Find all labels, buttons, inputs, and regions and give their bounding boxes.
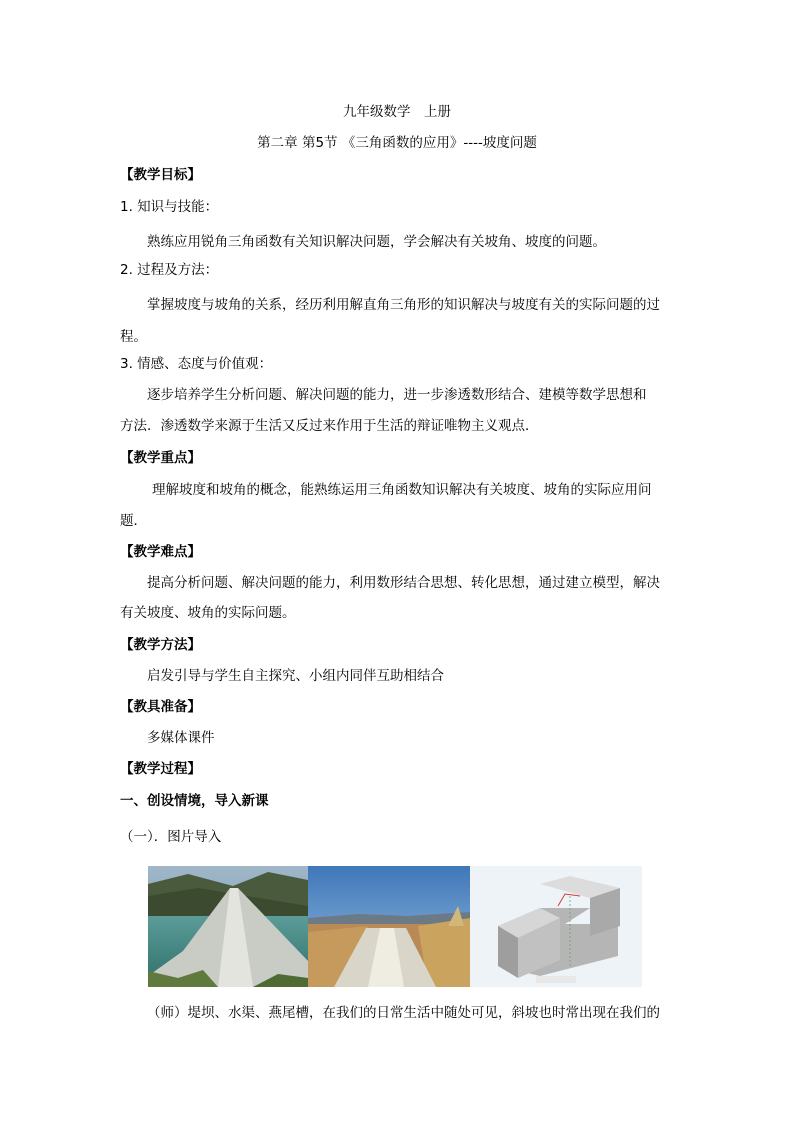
grade-title: 九年级数学 上册: [343, 104, 451, 120]
methods-text: 启发引导与学生自主探究、小组内同伴互助相结合: [147, 668, 444, 684]
section-heading-tools: 【教具准备】: [120, 699, 201, 715]
section-heading-methods: 【教学方法】: [120, 637, 201, 653]
dovetail-groove-model: [470, 866, 642, 987]
key-points-text-line1: 理解坡度和坡角的概念，能熟练运用三角函数知识解决有关坡度、坡角的实际应用问: [152, 482, 652, 498]
goal-1-text: 熟练应用锐角三角函数有关知识解决问题，学会解决有关坡角、坡度的问题。: [147, 234, 606, 250]
part-1-subheading: （一）．图片导入: [120, 829, 222, 845]
section-heading-difficulties: 【教学难点】: [120, 544, 201, 560]
part-1-heading: 一、创设情境，导入新课: [120, 793, 269, 809]
section-heading-key-points: 【教学重点】: [120, 450, 201, 466]
intro-photo-strip: [148, 866, 642, 987]
goal-3-text-line1: 逐步培养学生分析问题、解决问题的能力，进一步渗透数形结合、建模等数学思想和: [147, 387, 647, 403]
goal-2-label: 2. 过程及方法：: [120, 262, 219, 278]
section-heading-process: 【教学过程】: [120, 761, 201, 777]
canal-photo: [308, 866, 470, 987]
dam-photo: [148, 866, 308, 987]
closing-paragraph: （师）堤坝、水渠、燕尾槽，在我们的日常生活中随处可见，斜坡也时常出现在我们的: [147, 1005, 660, 1021]
lesson-title: 第二章 第5节 《三角函数的应用》----坡度问题: [257, 135, 537, 151]
key-points-text-line2: 题．: [120, 513, 147, 529]
difficulties-text-line2: 有关坡度、坡角的实际问题。: [120, 605, 296, 621]
section-heading-goals: 【教学目标】: [120, 167, 201, 183]
goal-3-text-line2: 方法．渗透数学来源于生活又反过来作用于生活的辩证唯物主义观点．: [120, 418, 539, 434]
tools-text: 多媒体课件: [147, 730, 215, 746]
goal-2-text-line2: 程。: [120, 329, 147, 345]
goal-1-label: 1. 知识与技能：: [120, 199, 219, 215]
difficulties-text-line1: 提高分析问题、解决问题的能力，利用数形结合思想、转化思想，通过建立模型，解决: [147, 575, 660, 591]
goal-2-text-line1: 掌握坡度与坡角的关系，经历利用解直角三角形的知识解决与坡度有关的实际问题的过: [147, 297, 660, 313]
goal-3-label: 3. 情感、态度与价值观：: [120, 356, 273, 372]
